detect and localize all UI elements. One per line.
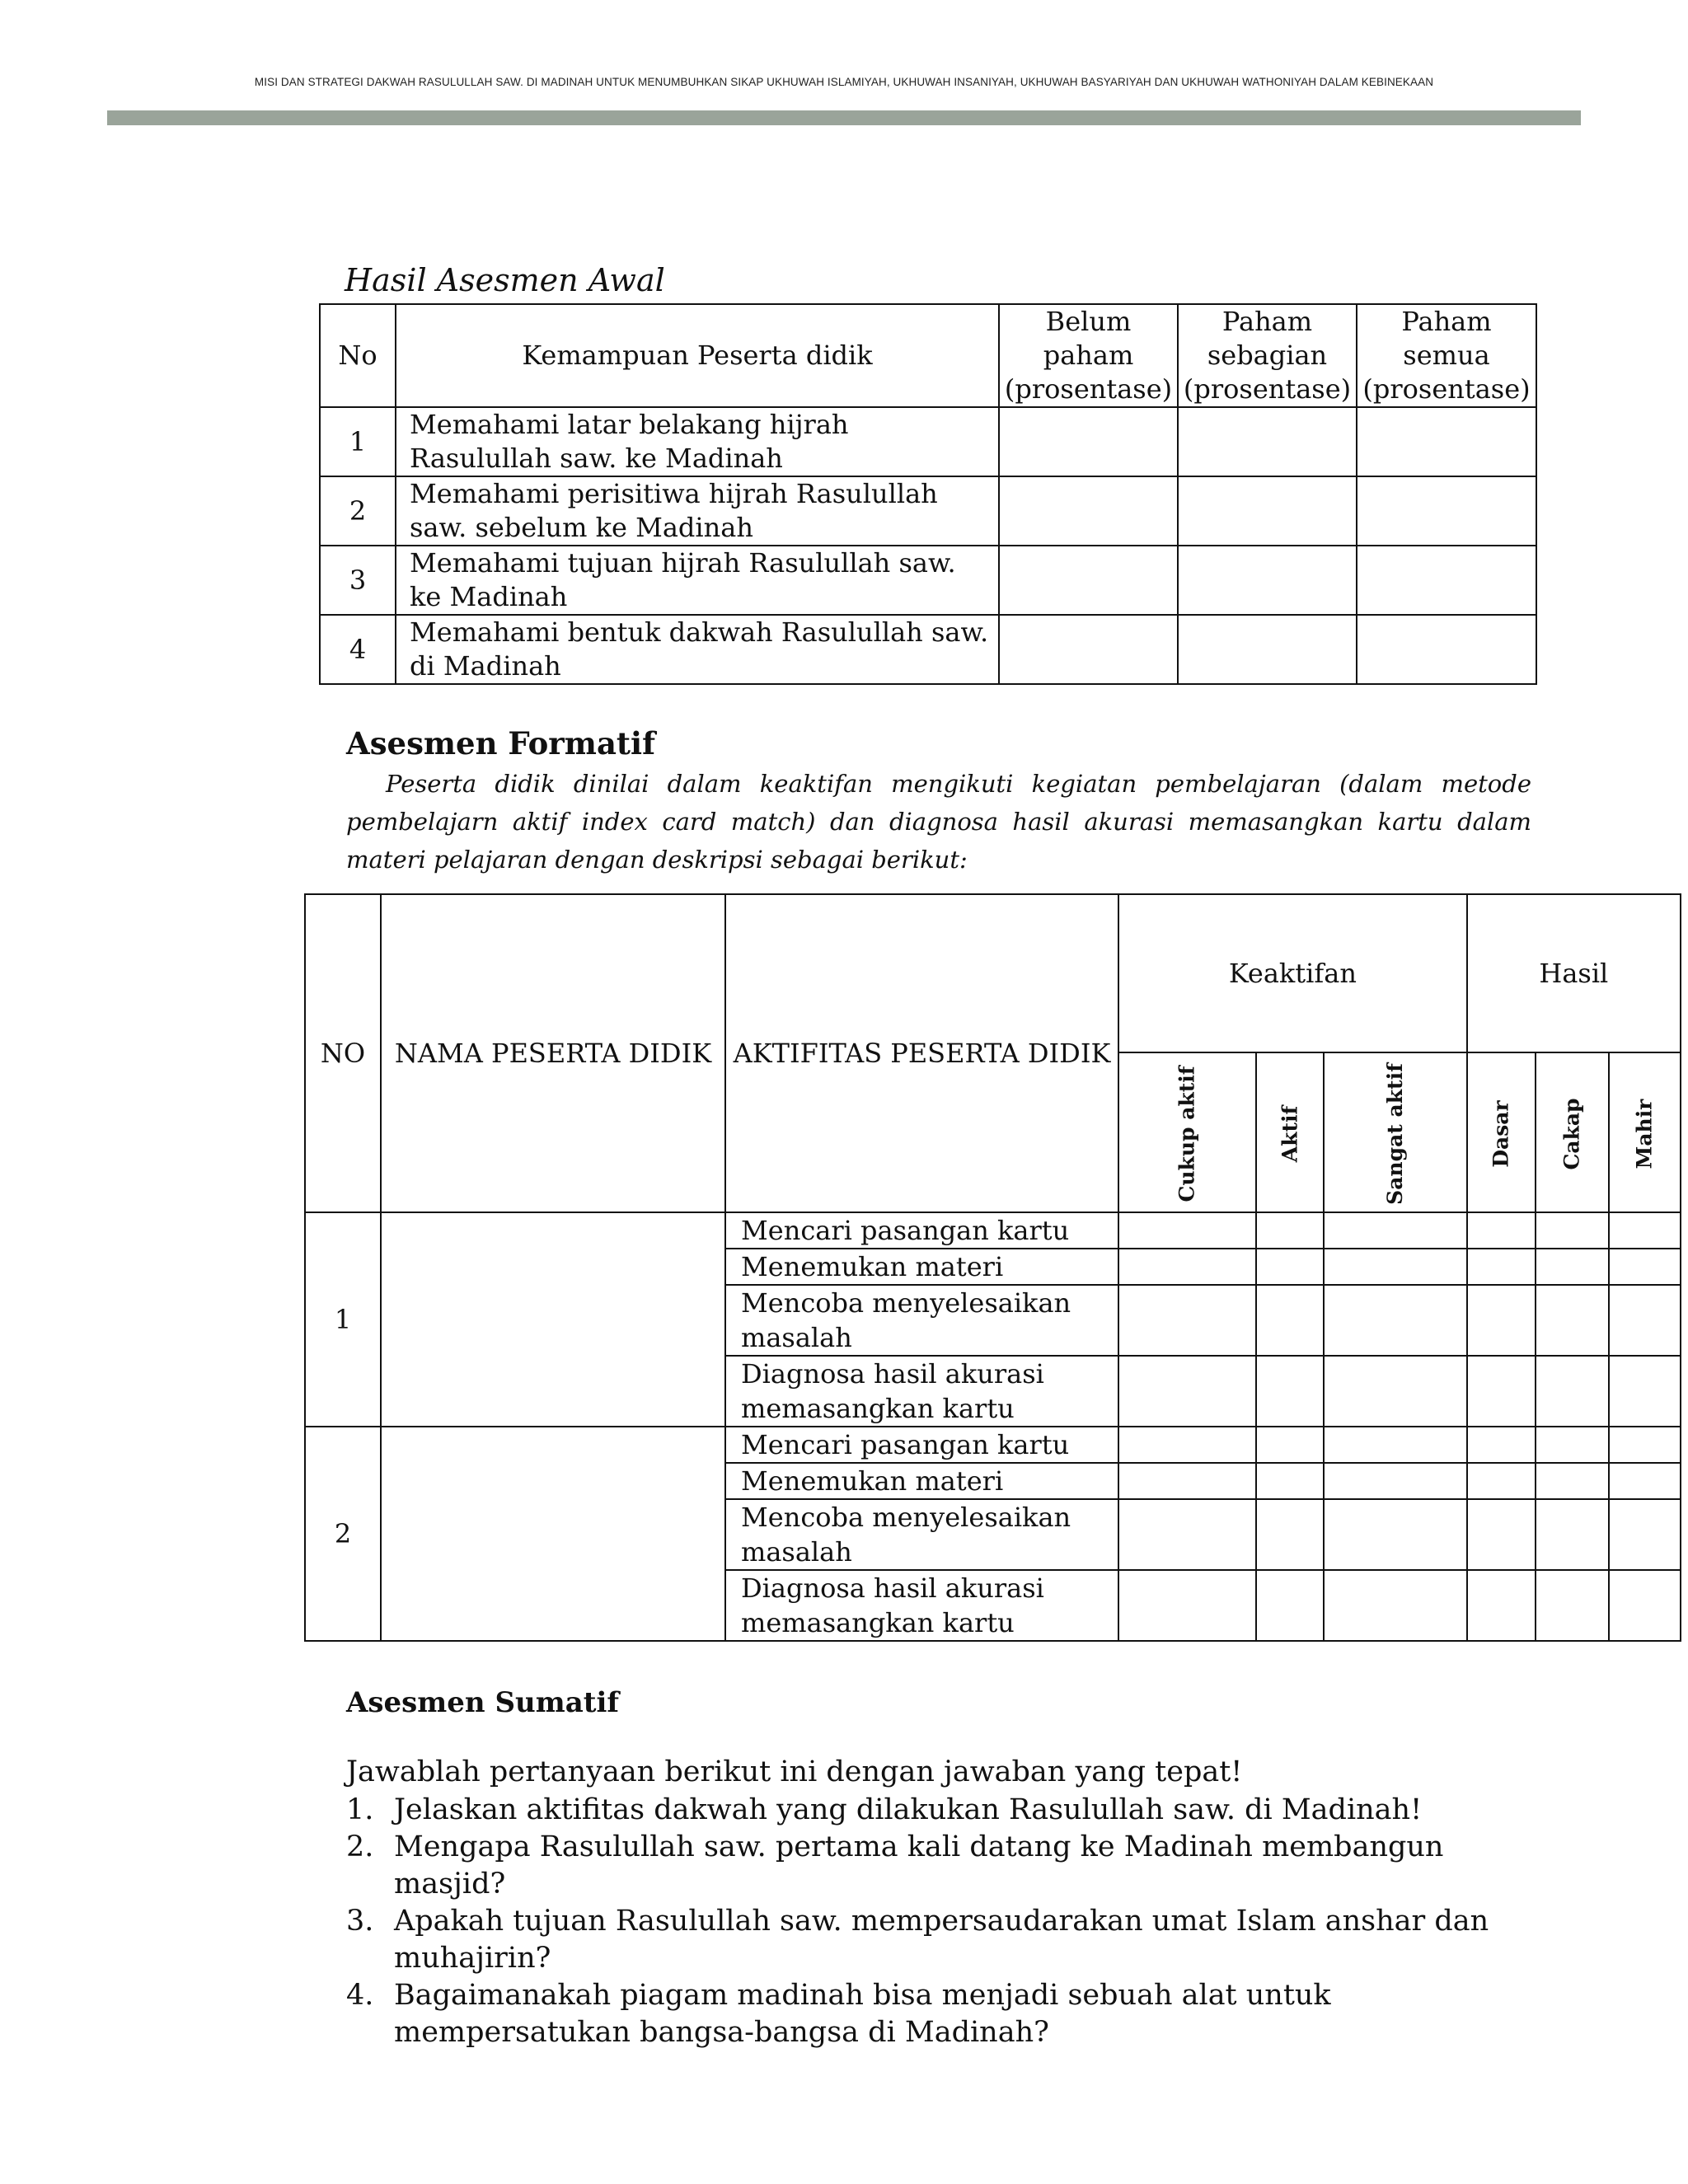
question-text: Mengapa Rasulullah saw. pertama kali datang ke Madinah membangun masjid?: [394, 1830, 1444, 1900]
check-cell[interactable]: [1536, 1570, 1609, 1641]
header-mahir: [1609, 1052, 1681, 1212]
check-cell[interactable]: [1609, 1499, 1681, 1570]
header-hasil: Hasil: [1467, 894, 1681, 1052]
check-cell[interactable]: [1536, 1212, 1609, 1249]
activity-cell: Mencari pasangan kartu: [725, 1427, 1118, 1463]
check-cell[interactable]: [1256, 1427, 1324, 1463]
cell-belum-paham[interactable]: [999, 615, 1178, 684]
header-line: (prosentase): [1004, 373, 1173, 405]
asesmen-sumatif-title: Asesmen Sumatif: [346, 1686, 619, 1719]
cell-paham-sebagian[interactable]: [1178, 476, 1357, 546]
running-header: MISI DAN STRATEGI DAKWAH RASULULLAH SAW. DI MADINAH UNTUK MENUMBUHKAN SIKAP UKHUWAH ISLAMIYAH, UKHUWAH INSANIYAH, UKHUWAH BASYARIYAH DAN UKHUWAH WATHONIYAH DALAM KEBINEKAAN: [254, 76, 1434, 88]
check-cell[interactable]: [1324, 1463, 1467, 1499]
question-list: [346, 1792, 1550, 2051]
check-cell[interactable]: [1467, 1570, 1536, 1641]
check-cell[interactable]: [1467, 1463, 1536, 1499]
list-item: [346, 1829, 1550, 1903]
cell-belum-paham[interactable]: [999, 546, 1178, 615]
table-header-row: [305, 894, 1681, 1052]
vertical-label: Cukup aktif: [1175, 1065, 1199, 1202]
header-line: Paham: [1221, 306, 1313, 337]
table-row: [320, 476, 1536, 546]
table-row: [320, 615, 1536, 684]
question-number: 4.: [346, 1979, 374, 2012]
check-cell[interactable]: [1609, 1427, 1681, 1463]
check-cell[interactable]: [1256, 1356, 1324, 1427]
check-cell[interactable]: [1256, 1570, 1324, 1641]
row-skill: Memahami bentuk dakwah Rasulullah saw. di Madinah: [396, 615, 999, 684]
row-no: 3: [320, 546, 396, 615]
check-cell[interactable]: [1324, 1570, 1467, 1641]
vertical-label: Sangat aktif: [1382, 1062, 1407, 1205]
check-cell[interactable]: [1324, 1427, 1467, 1463]
activity-cell: Mencoba menyelesaikan masalah: [725, 1499, 1118, 1570]
check-cell[interactable]: [1467, 1285, 1536, 1356]
check-cell[interactable]: [1118, 1212, 1256, 1249]
row-no: 2: [320, 476, 396, 546]
question-text: Jelaskan aktifitas dakwah yang dilakukan Rasulullah saw. di Madinah!: [394, 1793, 1423, 1826]
asesmen-formatif-description: Peserta didik dinilai dalam keaktifan mengikuti kegiatan pembelajaran (dalam metode pembelajarn aktif index card match) dan diagnosa hasil akurasi memasangkan kartu dalam materi pelajaran dengan deskripsi sebagai berikut:: [346, 770, 1531, 874]
question-number: 1.: [346, 1793, 374, 1826]
header-line: semua: [1403, 340, 1490, 371]
header-skill: Kemampuan Peserta didik: [396, 304, 999, 407]
cell-paham-semua[interactable]: [1357, 407, 1536, 476]
header-cukup-aktif: [1118, 1052, 1256, 1212]
activity-cell: Menemukan materi: [725, 1463, 1118, 1499]
vertical-label: Dasar: [1489, 1099, 1513, 1168]
check-cell[interactable]: [1536, 1356, 1609, 1427]
check-cell[interactable]: [1467, 1212, 1536, 1249]
activity-cell: Mencari pasangan kartu: [725, 1212, 1118, 1249]
vertical-label: Aktif: [1278, 1105, 1302, 1162]
check-cell[interactable]: [1609, 1356, 1681, 1427]
header-rule: [107, 110, 1581, 125]
cell-paham-sebagian[interactable]: [1178, 546, 1357, 615]
header-line: (prosentase): [1183, 373, 1352, 405]
header-sangat-aktif: [1324, 1052, 1467, 1212]
table-row: [305, 1212, 1681, 1249]
check-cell[interactable]: [1609, 1570, 1681, 1641]
table-row: [320, 407, 1536, 476]
check-cell[interactable]: [1256, 1285, 1324, 1356]
check-cell[interactable]: [1609, 1463, 1681, 1499]
header-aktifitas: AKTIFITAS PESERTA DIDIK: [725, 894, 1118, 1212]
check-cell[interactable]: [1324, 1499, 1467, 1570]
check-cell[interactable]: [1467, 1499, 1536, 1570]
cell-paham-semua[interactable]: [1357, 615, 1536, 684]
activity-cell: Menemukan materi: [725, 1249, 1118, 1285]
check-cell[interactable]: [1536, 1427, 1609, 1463]
row-skill: Memahami perisitiwa hijrah Rasulullah saw. sebelum ke Madinah: [396, 476, 999, 546]
check-cell[interactable]: [1256, 1463, 1324, 1499]
check-cell[interactable]: [1118, 1427, 1256, 1463]
check-cell[interactable]: [1467, 1249, 1536, 1285]
check-cell[interactable]: [1536, 1249, 1609, 1285]
check-cell[interactable]: [1118, 1463, 1256, 1499]
header-belum-paham: [999, 304, 1178, 407]
check-cell[interactable]: [1324, 1249, 1467, 1285]
header-cakap: [1536, 1052, 1609, 1212]
check-cell[interactable]: [1256, 1499, 1324, 1570]
question-text: Bagaimanakah piagam madinah bisa menjadi sebuah alat untuk mempersatukan bangsa-bangsa di Madinah?: [394, 1979, 1331, 2049]
student-no: 1: [305, 1212, 381, 1427]
row-skill: Memahami tujuan hijrah Rasulullah saw. ke Madinah: [396, 546, 999, 615]
header-keaktifan: Keaktifan: [1118, 894, 1467, 1052]
row-skill: Memahami latar belakang hijrah Rasulullah saw. ke Madinah: [396, 407, 999, 476]
check-cell[interactable]: [1118, 1285, 1256, 1356]
table-row: [305, 1427, 1681, 1463]
list-item: [346, 1977, 1550, 2051]
check-cell[interactable]: [1324, 1212, 1467, 1249]
table-header-row: [320, 304, 1536, 407]
check-cell[interactable]: [1536, 1285, 1609, 1356]
check-cell[interactable]: [1118, 1356, 1256, 1427]
header-line: sebagian: [1207, 340, 1328, 371]
header-paham-sebagian: [1178, 304, 1357, 407]
question-number: 2.: [346, 1830, 374, 1863]
header-line: paham: [1043, 340, 1134, 371]
vertical-label: Mahir: [1632, 1099, 1657, 1169]
check-cell[interactable]: [1467, 1427, 1536, 1463]
check-cell[interactable]: [1609, 1285, 1681, 1356]
asesmen-awal-table: [319, 303, 1537, 685]
row-no: 4: [320, 615, 396, 684]
check-cell[interactable]: [1324, 1285, 1467, 1356]
question-number: 3.: [346, 1905, 374, 1938]
row-no: 1: [320, 407, 396, 476]
asesmen-formatif-title: Asesmen Formatif: [346, 725, 655, 762]
asesmen-formatif-table: [304, 893, 1681, 1642]
header-dasar: [1467, 1052, 1536, 1212]
cell-paham-semua[interactable]: [1357, 476, 1536, 546]
table-row: [320, 546, 1536, 615]
question-text: Apakah tujuan Rasulullah saw. mempersaudarakan umat Islam anshar dan muhajirin?: [394, 1905, 1489, 1975]
check-cell[interactable]: [1256, 1249, 1324, 1285]
check-cell[interactable]: [1467, 1356, 1536, 1427]
check-cell[interactable]: [1324, 1356, 1467, 1427]
check-cell[interactable]: [1118, 1499, 1256, 1570]
header-no: NO: [305, 894, 381, 1212]
header-line: Belum: [1045, 306, 1132, 337]
check-cell[interactable]: [1609, 1212, 1681, 1249]
activity-cell: Diagnosa hasil akurasi memasangkan kartu: [725, 1356, 1118, 1427]
student-name-cell[interactable]: [381, 1427, 725, 1641]
header-line: Paham: [1401, 306, 1492, 337]
vertical-label: Cakap: [1559, 1097, 1584, 1170]
student-no: 2: [305, 1427, 381, 1641]
cell-belum-paham[interactable]: [999, 476, 1178, 546]
asesmen-awal-caption: Hasil Asesmen Awal: [345, 262, 665, 298]
header-aktif: [1256, 1052, 1324, 1212]
activity-cell: Diagnosa hasil akurasi memasangkan kartu: [725, 1570, 1118, 1641]
cell-paham-semua[interactable]: [1357, 546, 1536, 615]
list-item: [346, 1903, 1550, 1977]
check-cell[interactable]: [1256, 1212, 1324, 1249]
cell-paham-sebagian[interactable]: [1178, 407, 1357, 476]
check-cell[interactable]: [1118, 1249, 1256, 1285]
student-name-cell[interactable]: [381, 1212, 725, 1427]
list-item: [346, 1792, 1550, 1829]
header-line: (prosentase): [1362, 373, 1531, 405]
asesmen-sumatif-intro: Jawablah pertanyaan berikut ini dengan jawaban yang tepat!: [346, 1755, 1243, 1788]
header-no: No: [320, 304, 396, 407]
check-cell[interactable]: [1536, 1463, 1609, 1499]
cell-belum-paham[interactable]: [999, 407, 1178, 476]
header-paham-semua: [1357, 304, 1536, 407]
cell-paham-sebagian[interactable]: [1178, 615, 1357, 684]
check-cell[interactable]: [1118, 1570, 1256, 1641]
activity-cell: Mencoba menyelesaikan masalah: [725, 1285, 1118, 1356]
check-cell[interactable]: [1609, 1249, 1681, 1285]
check-cell[interactable]: [1536, 1499, 1609, 1570]
header-nama: NAMA PESERTA DIDIK: [381, 894, 725, 1212]
